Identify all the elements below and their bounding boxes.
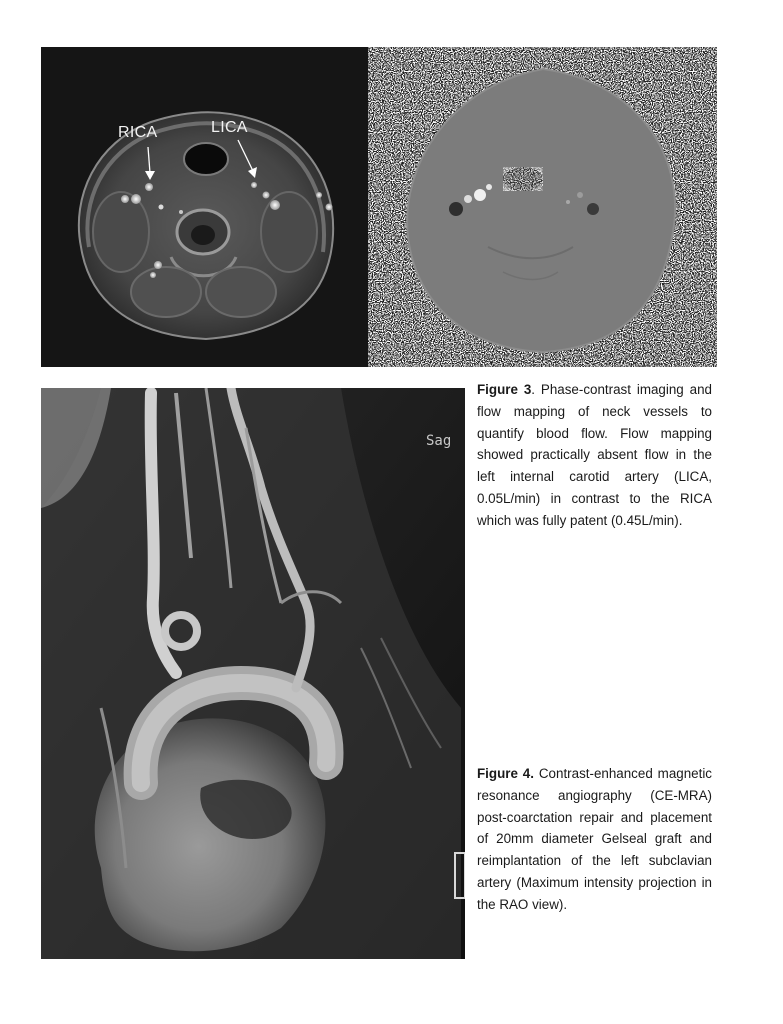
rica-annotation: RICA [118,124,158,141]
ce-mra-image [41,388,465,959]
ce-mra-drawing [41,388,465,959]
axial-mri-drawing [41,47,368,367]
figure-3-label: Figure 3 [477,382,532,397]
axial-mri-image [41,47,368,367]
figure-3-caption [477,379,712,532]
phase-map-drawing [368,47,717,367]
sag-overlay-text: Sag [426,433,452,449]
figure-3-caption-text: . Phase-contrast imaging and flow mapping of neck vessels to quantify blood flow. Flow mapping showed practically absent flow in the left internal carotid artery (LICA, 0.05L/min) in contrast to the RICA which was fully patent (0.45L/min). [477,382,712,528]
figure-4-caption [477,763,712,916]
phase-contrast-flow-map [368,47,717,367]
lica-annotation: LICA [211,119,248,136]
figure-4-caption-text: Contrast-enhanced magnetic resonance angiography (CE-MRA) post-coarctation repair and placement of 20mm diameter Gelseal graft and reimplantation of the left subclavian artery (Maximum intensity projection in the RAO view). [477,766,712,912]
figure-4-label: Figure 4. [477,766,534,781]
